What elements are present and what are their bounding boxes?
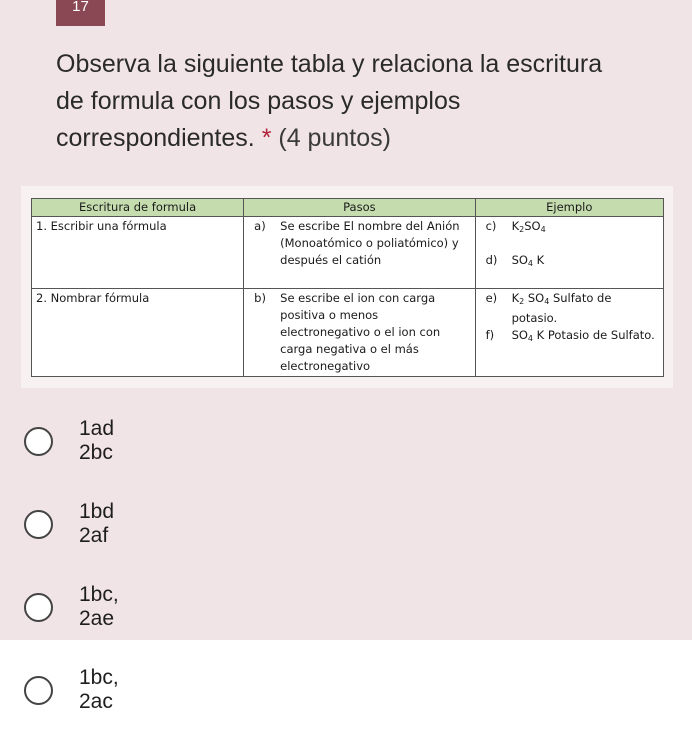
example-formula: $K_2SO_4$ bbox=[511, 219, 546, 234]
example-letter: f) bbox=[485, 328, 495, 342]
step-text: Se escribe el ion con carga positiva o menos electronegativo o el ion con carga negativa o el más electronegativo bbox=[280, 291, 441, 373]
table-row bbox=[32, 217, 664, 289]
cell-example bbox=[475, 217, 663, 289]
radio-button[interactable] bbox=[24, 510, 53, 539]
example-formula: $K_2$ $SO_4$ Sulfato de potasio. bbox=[511, 291, 612, 325]
option-label: 1bc, 2ac bbox=[79, 666, 119, 713]
question-points: (4 puntos) bbox=[278, 124, 391, 152]
header-steps: Pasos bbox=[244, 199, 475, 217]
required-mark: * bbox=[261, 124, 272, 152]
table-row bbox=[32, 289, 664, 377]
step-letter: a) bbox=[254, 219, 266, 233]
option-label: 1ad 2bc bbox=[79, 417, 115, 464]
radio-button[interactable] bbox=[24, 427, 53, 456]
option-4[interactable] bbox=[24, 666, 119, 713]
example-formula: $SO_4$ K bbox=[511, 253, 545, 268]
cell-example bbox=[475, 289, 663, 377]
option-2[interactable] bbox=[24, 500, 115, 547]
question-number: 17 bbox=[56, 0, 105, 26]
example-letter: d) bbox=[485, 253, 498, 267]
option-label: 1bc, 2ae bbox=[79, 583, 119, 630]
option-3[interactable] bbox=[24, 583, 119, 630]
question-prompt: Observa la siguiente tabla y relaciona la escritura de formula con los pasos y ejemplos correspondientes. bbox=[56, 50, 603, 152]
cell-step bbox=[244, 217, 475, 289]
cell-formula: 2. Nombrar fórmula bbox=[32, 289, 244, 377]
step-letter: b) bbox=[254, 291, 266, 305]
example-formula: $SO_4$ K Potasio de Sulfato. bbox=[511, 328, 655, 343]
radio-button[interactable] bbox=[24, 676, 53, 705]
table-header-row bbox=[32, 199, 664, 217]
step-text: Se escribe El nombre del Anión (Monoatómico o poliatómico) y después el catión bbox=[280, 219, 460, 267]
option-label: 1bd 2af bbox=[79, 500, 115, 547]
question-text bbox=[56, 46, 636, 157]
radio-button[interactable] bbox=[24, 593, 53, 622]
table-image bbox=[21, 186, 673, 388]
cell-step bbox=[244, 289, 475, 377]
example-letter: e) bbox=[485, 291, 498, 305]
example-letter: c) bbox=[485, 219, 497, 233]
option-1[interactable] bbox=[24, 417, 115, 464]
header-formula: Escritura de formula bbox=[32, 199, 244, 217]
formula-table bbox=[31, 198, 664, 377]
header-example: Ejemplo bbox=[475, 199, 663, 217]
cell-formula: 1. Escribir una fórmula bbox=[32, 217, 244, 289]
